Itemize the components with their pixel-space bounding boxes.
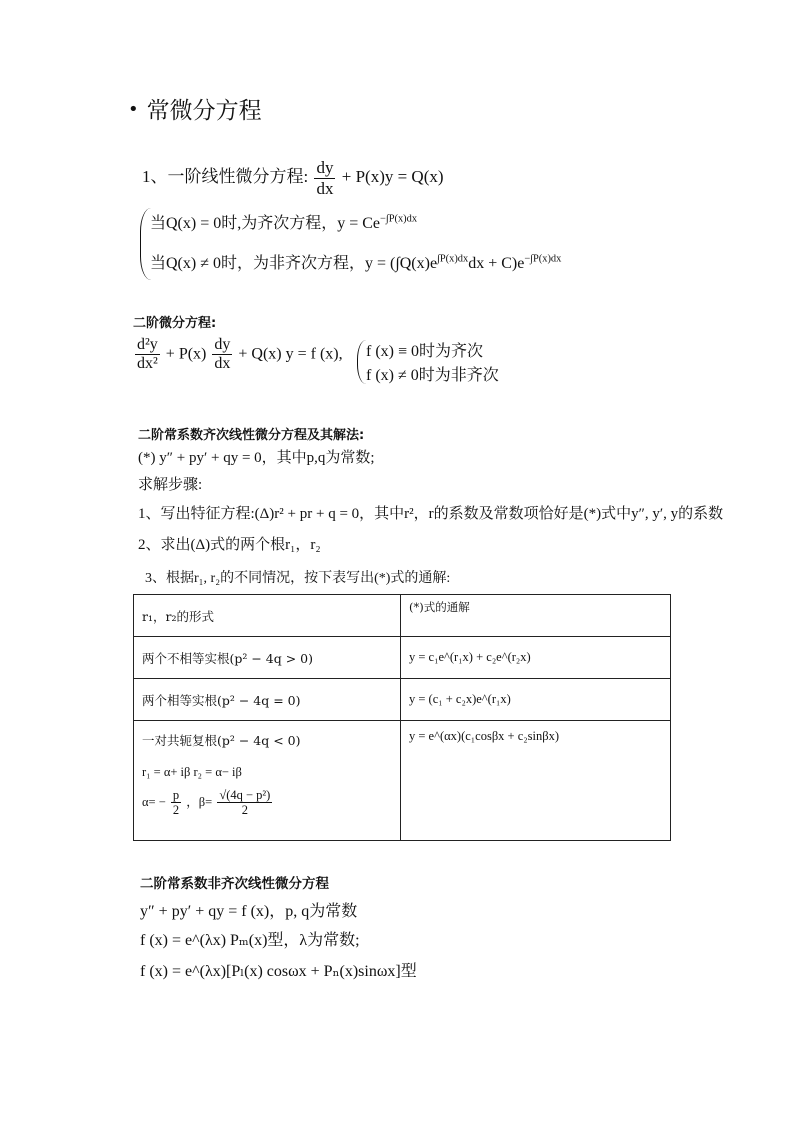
table-cell: y = c₁e^(r₁x) + c₂e^(r₂x) bbox=[401, 637, 671, 679]
dy-dx-fraction: $\frac{dy}{dx}$ bbox=[316, 158, 334, 198]
steps-label: 求解步骤: bbox=[138, 477, 203, 493]
first-order-equation bbox=[142, 158, 444, 198]
nonhomogeneous-heading: 二阶常系数非齐次线性微分方程 bbox=[140, 876, 329, 892]
table-header-cell: r₁，r₂的形式 bbox=[134, 595, 401, 637]
case-brace-2 bbox=[357, 340, 366, 384]
nonhomogeneous-eq2: f (x) = e^(λx) Pₘ(x)型，λ为常数; bbox=[140, 932, 360, 949]
homogeneous-equation: (*) y″ + py′ + qy = 0，其中p,q为常数; bbox=[138, 450, 375, 466]
first-order-label: 1、一阶线性微分方程: bbox=[142, 166, 309, 186]
table-header-cell: (*)式的通解 bbox=[401, 595, 671, 637]
table-row bbox=[134, 721, 671, 841]
bullet-icon: • bbox=[128, 99, 139, 120]
table-cell: y = (c₁ + c₂x)e^(r₁x) bbox=[401, 679, 671, 721]
first-order-tail: + P(x)y = Q(x) bbox=[341, 166, 444, 186]
homogeneous-heading: 二阶常系数齐次线性微分方程及其解法: bbox=[138, 428, 365, 443]
homogeneous-case: 当Q(x) = 0时,为齐次方程，$y = Ce^{-\int P(x)dx}$ bbox=[150, 213, 418, 232]
table-cell: 一对共轭复根(p² − 4q < 0) r₁ = α+ iβ r₂ = α− iβ α= − $\frac{p}{2}$ ，β= $\frac{\text{√(4q − p²)}}{2}$ bbox=[134, 721, 401, 841]
second-order-heading: 二阶微分方程: bbox=[133, 316, 217, 331]
second-order-case2: f (x) ≠ 0时为非齐次 bbox=[366, 367, 499, 384]
table-cell: y = e^(αx)(c₁cosβx + c₂sinβx) bbox=[401, 721, 671, 841]
second-order-case1: f (x) ≡ 0时为齐次 bbox=[366, 343, 484, 360]
step-1: 1、写出特征方程:(Δ)r² + pr + q = 0，其中r²，r的系数及常数项恰好是(*)式中y″, y′, y的系数 bbox=[138, 506, 724, 522]
nonhomogeneous-eq3: f (x) = e^(λx)[Pₗ(x) cosωx + Pₙ(x)sinωx]型 bbox=[140, 963, 417, 980]
table-cell: 两个相等实根(p² − 4q = 0) bbox=[134, 679, 401, 721]
step-3: 3、根据r₁, r₂的不同情况，按下表写出(*)式的通解: bbox=[145, 571, 451, 586]
table-header-row bbox=[134, 595, 671, 637]
table-row bbox=[134, 637, 671, 679]
title-text: 常微分方程 bbox=[146, 98, 262, 124]
step-2: 2、求出(Δ)式的两个根r₁，r₂ bbox=[138, 537, 321, 553]
dy-dx-fraction-2: $\frac{dy}{dx}$ bbox=[214, 336, 231, 373]
table-cell: 两个不相等实根(p² − 4q > 0) bbox=[134, 637, 401, 679]
d2y-dx2-fraction: $\frac{\text{d²y}}{\text{dx²}}$ bbox=[137, 336, 158, 373]
nonhomogeneous-eq1: y″ + py′ + qy = f (x)，p, q为常数 bbox=[140, 903, 358, 920]
table-row bbox=[134, 679, 671, 721]
second-order-equation: $\frac{\text{d²y}}{\text{dx²}}$ + P(x) $\frac{dy}{dx}$ + Q(x) y = f (x), bbox=[137, 336, 343, 373]
page-title bbox=[128, 92, 262, 125]
solution-table bbox=[133, 594, 671, 841]
nonhomogeneous-case: 当Q(x) ≠ 0时，为非齐次方程，$y = (\int Q(x)e^{\int P(x)dx}dx + C)e^{-\int P(x)dx}$ bbox=[150, 253, 562, 272]
